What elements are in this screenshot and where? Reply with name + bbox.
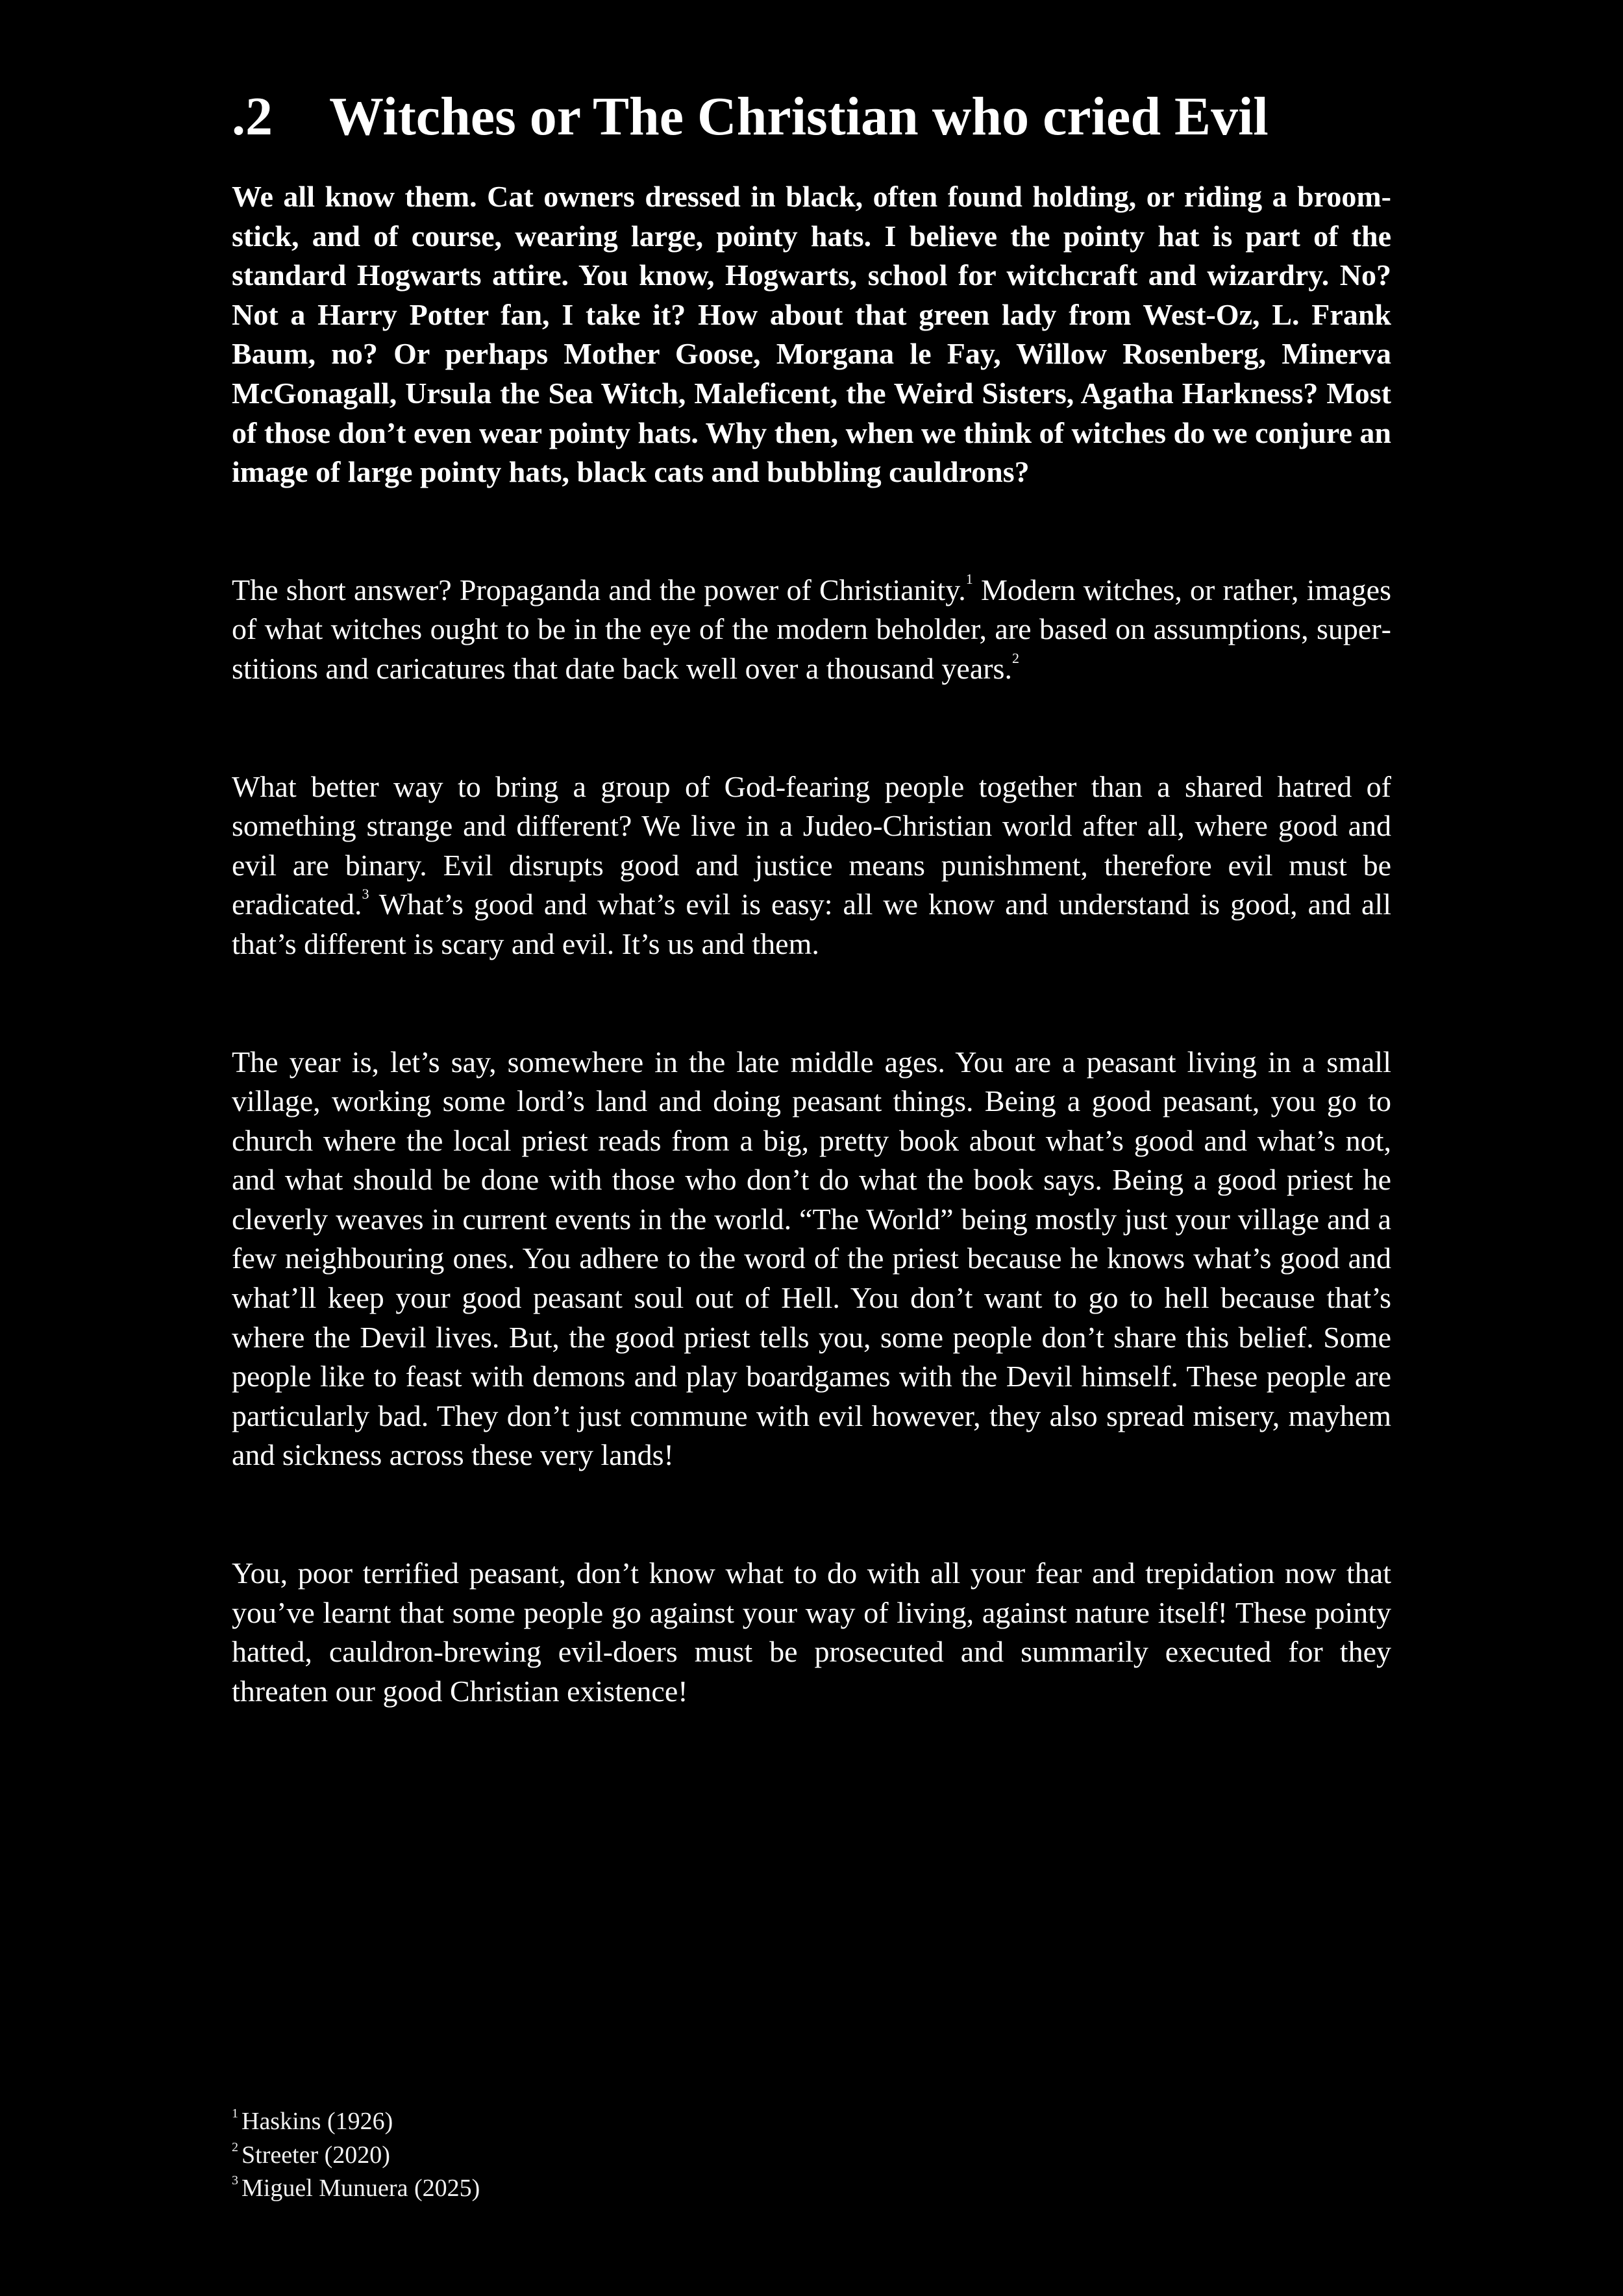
footnotes-list [232, 2105, 1011, 2206]
paragraph-short-answer [232, 571, 1391, 689]
footnote-ref-1[interactable]: 1 [965, 571, 973, 588]
footnote-text: Miguel Munuera (2025) [242, 2175, 480, 2202]
article-body [232, 177, 1391, 1790]
section-title: Witches or The Christian who cried Evil [329, 86, 1269, 147]
footnote-number: 2 [232, 2140, 238, 2154]
footnote-text: Haskins (1926) [242, 2108, 393, 2135]
paragraph-short-answer-part-2: Modern witches, or rather, images of what witches ought to be in the eye of the modern beholder, are based on assumptions, superstitions and caricatures that date back well over a thousand years. [232, 573, 1391, 685]
footnote-number: 3 [232, 2173, 238, 2188]
section-number: .2 [232, 86, 273, 147]
footnote-ref-2[interactable]: 2 [1011, 649, 1019, 666]
footnote-item [232, 2172, 1011, 2206]
paragraph-binary-evil [232, 767, 1391, 964]
paragraph-binary-evil-part-1: What better way to bring a group of God-fearing people together than a shared hatred of something strange and different? We live in a Judeo-Christian world after all, where good and evil are binary. Evil disrupts good and justice means punishment, therefore evil must be eradicated. [232, 769, 1391, 921]
paragraph-intro: We all know them. Cat owners dressed in black, often found holding, or riding a broomstick, and of course, wearing large, pointy hats. I believe the pointy hat is part of the standard Hogwarts attire. You know, Hogwarts, school for witchcraft and wizardry. No? Not a Harry Potter fan, I take it? How about that green lady from West-Oz, L. Frank Baum, no? Or perhaps Mother Goose, Morgana le Fay, Willow Rosenberg, Minerva McGonagall, Ursula the Sea Witch, Maleficent, the Weird Sisters, Agatha Harkness? Most of those don’t even wear pointy hats. Why then, when we think of witches do we conjure an image of large pointy hats, black cats and bubbling cauldrons? [232, 180, 1391, 489]
footnote-item [232, 2139, 1011, 2173]
paragraph-short-answer-part-1: The short answer? Propaganda and the power of Christianity. [232, 573, 966, 606]
footnote-number: 1 [232, 2106, 238, 2121]
paragraph-peasant-story: The year is, let’s say, somewhere in the late middle ages. You are a peasant living in a small village, working some lord’s land and doing peasant things. Being a good peasant, you go to church where the local priest reads from a big, pretty book about what’s good and what’s not, and what should be done with those who don’t do what the book says. Being a good priest he cleverly weaves in current events in the world. “The World” being mostly just your village and a few neighbouring ones. You adhere to the word of the priest because he knows what’s good and what’ll keep your good peasant soul out of Hell. You don’t want to go to hell because that’s where the Devil lives. But, the good priest tells you, some people don’t share this belief. Some people like to feast with demons and play boardgames with the Devil himself. These people are particularly bad. They don’t just commune with evil however, they also spread misery, mayhem and sickness across these very lands! [232, 1045, 1391, 1472]
footnote-ref-3[interactable]: 3 [362, 885, 369, 902]
paragraph-binary-evil-part-2: What’s good and what’s evil is easy: all we know and understand is good, and all that’s different is scary and evil. It’s us and them. [232, 888, 1391, 960]
page-title [232, 78, 1400, 156]
footnote-item [232, 2105, 1011, 2139]
footnote-text: Streeter (2020) [242, 2141, 390, 2169]
paragraph-conclusion: You, poor terrified peasant, don’t know what to do with all your fear and trepidation now that you’ve learnt that some people go against your way of living, against nature itself! These pointy hatted, cauldron-brewing evil-doers must be prosecuted and summarily executed for they threaten our good Christian existence! [232, 1556, 1391, 1708]
